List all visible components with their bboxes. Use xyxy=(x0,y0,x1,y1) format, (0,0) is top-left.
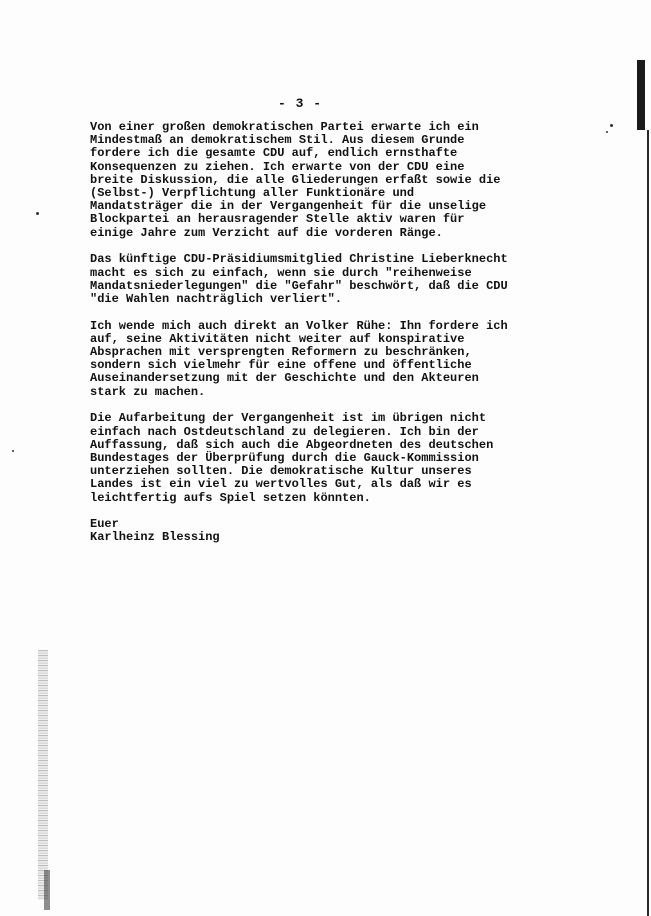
paragraph: Die Aufarbeitung der Vergangenheit ist im übrigen nicht einfach nach Ostdeutschland zu delegieren. Ich bin der Auffassung, daß sich auch die Abgeordneten des deutschen Bundestages der Überprüfung durch die Gauck-Kommission unterziehen sollten. Die demokratische Kultur unseres Landes ist ein viel zu wertvolles Gut, als daß wir es leichtfertig aufs Spiel setzen könnten. xyxy=(90,411,494,505)
letter-body xyxy=(90,121,520,545)
paragraph: Von einer großen demokratischen Partei erwarte ich ein Mindestmaß an demokratischem Stil. Aus diesem Grunde fordere ich die gesamte CDU auf, endlich ernsthafte Konsequenzen zu ziehen. Ich erwarte von der CDU eine breite Diskussion, die alle Gliederungen erfaßt sowie die (Selbst-) Verpflichtung aller Funktionäre und Mandatsträger die in der Vergangenheit für die unselige Blockpartei an herausragender Stelle aktiv waren für einige Jahre zum Verzicht auf die vorderen Ränge. xyxy=(90,120,501,240)
paragraph: Das künftige CDU-Präsidiumsmitglied Christine Lieberknecht macht es sich zu einfach, wenn sie durch "reihenweise Mandatsniederlegungen" die "Gefahr" beschwört, daß die CDU "die Wahlen nachträglich verliert". xyxy=(90,252,508,306)
scan-edge-mark xyxy=(637,60,645,130)
closing-salutation: Euer xyxy=(90,517,119,532)
scan-noise xyxy=(38,650,48,900)
paragraph: Ich wende mich auch direkt an Volker Rühe: Ihn fordere ich auf, seine Aktivitäten nicht weiter auf konspirative Absprachen mit versprengten Reformern zu beschränken, sondern sich vielmehr für eine offene und öffentliche Auseinandersetzung mit der Geschichte und den Akteuren stark zu machen. xyxy=(90,318,508,399)
scan-noise xyxy=(44,870,50,910)
scan-speck xyxy=(12,450,14,452)
scan-speck xyxy=(610,124,613,127)
scan-speck xyxy=(606,131,608,133)
page-number: - 3 - xyxy=(277,96,322,111)
scan-speck xyxy=(36,212,39,215)
signature-name: Karlheinz Blessing xyxy=(90,530,220,545)
scan-edge-line xyxy=(647,130,649,916)
